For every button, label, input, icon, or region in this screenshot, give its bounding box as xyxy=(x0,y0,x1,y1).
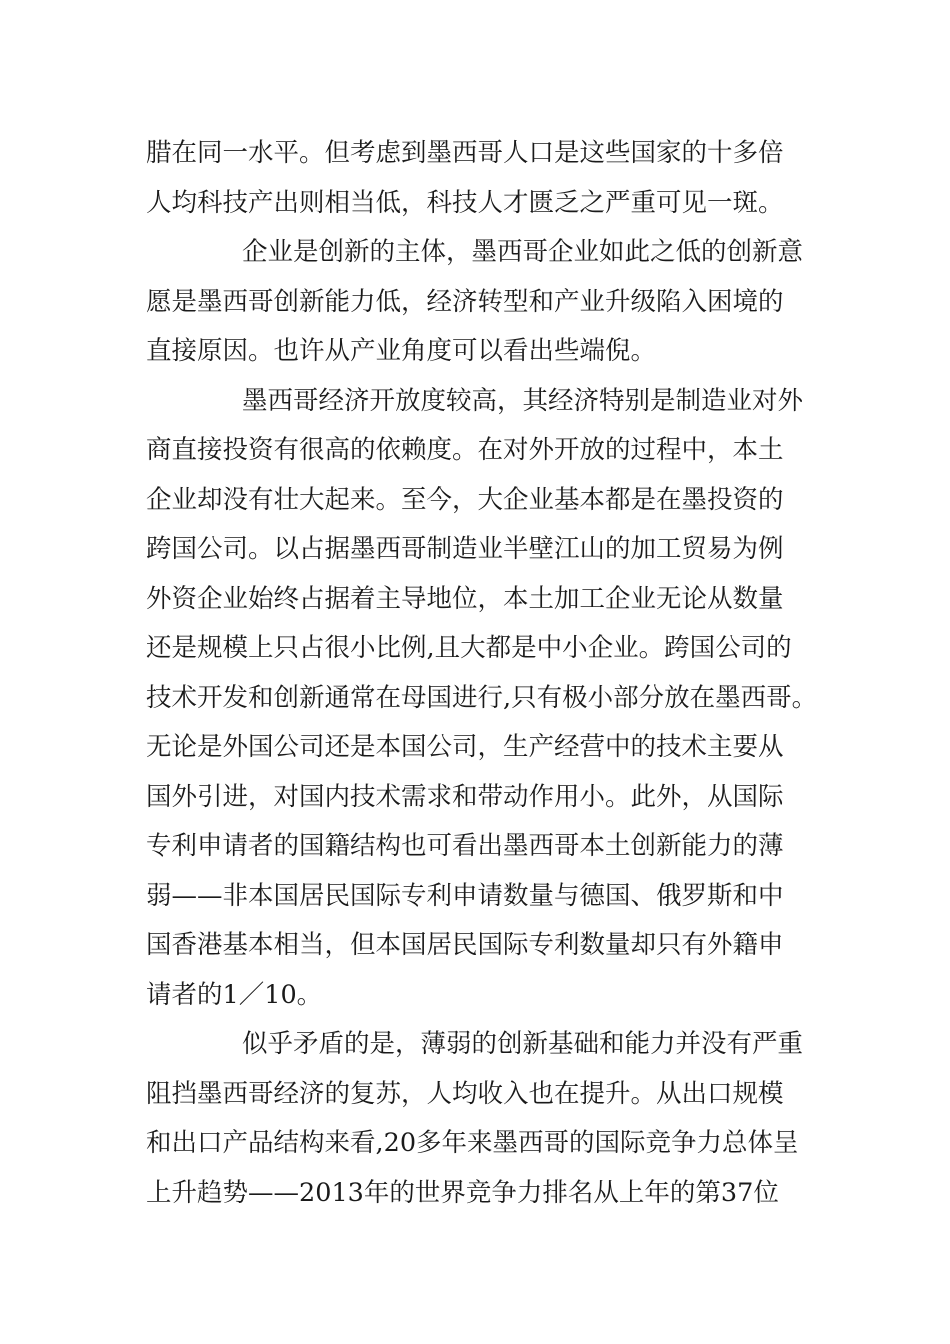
body-text xyxy=(146,129,826,1218)
text-line: 愿是墨西哥创新能力低，经济转型和产业升级陷入困境的 xyxy=(146,286,784,317)
text-line: 阻挡墨西哥经济的复苏，人均收入也在提升。从出口规模 xyxy=(146,1078,784,1109)
text-line: 国香港基本相当，但本国居民国际专利数量却只有外籍申 xyxy=(146,930,784,960)
text-line: 无论是外国公司还是本国公司，生产经营中的技术主要从 xyxy=(146,732,784,762)
text-line: 墨西哥经济开放度较高，其经济特别是制造业对外 xyxy=(242,385,804,416)
text-line: 企业是创新的主体，墨西哥企业如此之低的创新意 xyxy=(242,237,804,267)
text-line: 外资企业始终占据着主导地位，本土加工企业无论从数量 xyxy=(146,583,784,614)
text-line: 腊在同一水平。但考虑到墨西哥人口是这些国家的十多倍 xyxy=(146,138,784,168)
text-line: 商直接投资有很高的依赖度。在对外开放的过程中，本土 xyxy=(146,435,784,465)
text-line: 企业却没有壮大起来。至今，大企业基本都是在墨投资的 xyxy=(146,484,784,515)
text-line: 还是规模上只占很小比例,且大都是中小企业。跨国公司的 xyxy=(146,633,792,663)
text-line: 专利申请者的国籍结构也可看出墨西哥本土创新能力的薄 xyxy=(146,831,784,861)
text-line: 请者的1／10。 xyxy=(146,979,323,1010)
text-line: 和出口产品结构来看,20多年来墨西哥的国际竞争力总体呈 xyxy=(146,1128,799,1158)
text-line: 技术开发和创新通常在母国进行,只有极小部分放在墨西哥。 xyxy=(146,682,818,713)
text-line: 上升趋势——2013年的世界竞争力排名从上年的第37位 xyxy=(146,1177,779,1208)
text-line: 国外引进，对国内技术需求和带动作用小。此外，从国际 xyxy=(146,781,784,812)
text-line: 似乎矛盾的是，薄弱的创新基础和能力并没有严重 xyxy=(242,1029,804,1059)
text-line: 弱——非本国居民国际专利申请数量与德国、俄罗斯和中 xyxy=(146,880,784,911)
text-line: 跨国公司。以占据墨西哥制造业半壁江山的加工贸易为例 xyxy=(146,534,784,564)
text-line: 人均科技产出则相当低，科技人才匮乏之严重可见一斑。 xyxy=(146,187,784,218)
text-line: 直接原因。也许从产业角度可以看出些端倪。 xyxy=(146,336,657,366)
